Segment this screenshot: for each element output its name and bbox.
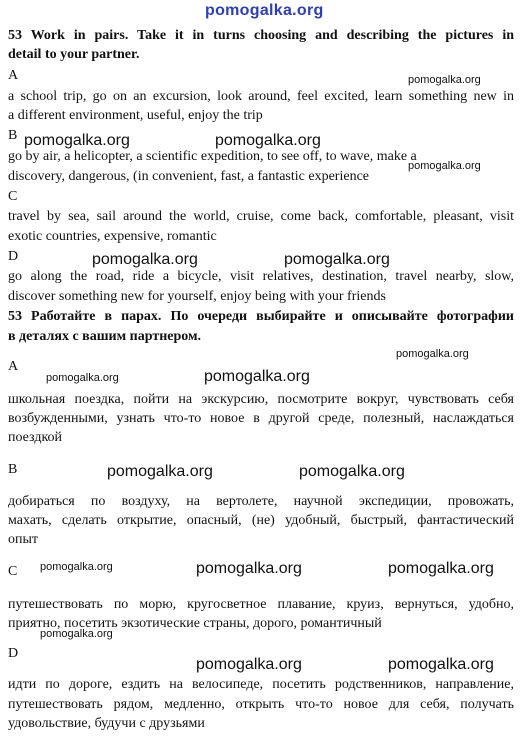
section-text-ru-b-line3: опыт (8, 532, 39, 547)
section-letter-en-b: B (8, 128, 18, 143)
watermark-large: pomogalka.org (24, 132, 130, 149)
section-letter-en-d: D (8, 249, 19, 264)
section-letter-ru-b: B (8, 462, 18, 477)
section-text-ru-c-line2: приятно, посетить экзотические страны, дорого, романтичный (8, 616, 382, 631)
watermark-small: pomogalka.org (408, 74, 481, 86)
section-text-en-c-line1: travel by sea, sail around the world, cruise, come back, comfortable, pleasant, visit (8, 209, 514, 224)
section-text-ru-b-line2: махать, сделать открытие, опасный, (не) удобный, быстрый, фантастический (8, 513, 514, 528)
section-text-ru-d-line3: удовольствие, будучи с друзьями (8, 716, 205, 731)
section-text-en-a-line2: a different environment, useful, enjoy the trip (8, 108, 263, 123)
watermark-small: pomogalka.org (40, 561, 113, 573)
section-letter-ru-a: A (8, 359, 19, 374)
section-letter-ru-c: C (8, 564, 18, 579)
section-text-en-d-line2: discover something new for yourself, enjoy being with your friends (8, 289, 386, 304)
watermark-large: pomogalka.org (204, 368, 310, 385)
watermark-large: pomogalka.org (196, 560, 302, 577)
site-watermark-top: pomogalka.org (205, 2, 324, 19)
watermark-small: pomogalka.org (408, 160, 481, 172)
exercise-title-en-line1: 53 Work in pairs. Take it in turns choosing and describing the pictures in (8, 28, 514, 43)
watermark-large: pomogalka.org (215, 132, 321, 149)
exercise-title-en-line2: detail to your partner. (8, 47, 140, 62)
section-text-ru-d-line2: путешествовать рядом, медленно, открыть что-то новое для себя, получать (8, 697, 514, 712)
section-text-ru-b-line1: добираться по воздуху, на вертолете, научной экспедиции, провожать, (8, 494, 514, 509)
section-text-ru-a-line2: возбужденными, узнать что-то новое в другой среде, полезный, наслаждаться (8, 411, 514, 426)
section-letter-ru-d: D (8, 646, 19, 661)
watermark-small: pomogalka.org (40, 628, 113, 640)
section-text-en-a-line1: a school trip, go on an excursion, look around, feel excited, learn something new in (8, 89, 514, 104)
section-text-en-b-line2: discovery, dangerous, (in convenient, fast, a fantastic experience (8, 169, 369, 184)
watermark-small: pomogalka.org (46, 372, 119, 384)
exercise-title-ru-line2: в деталях с вашим партнером. (8, 329, 202, 344)
section-text-en-d-line1: go along the road, ride a bicycle, visit relatives, destination, travel nearby, slow, (8, 269, 514, 284)
section-letter-en-a: A (8, 68, 19, 83)
section-text-en-c-line2: exotic countries, expensive, romantic (8, 229, 217, 244)
section-text-ru-a-line1: школьная поездка, пойти на экскурсию, посмотрите вокруг, чувствовать себя (8, 392, 514, 407)
watermark-large: pomogalka.org (284, 251, 390, 268)
section-text-en-b-line1: go by air, a helicopter, a scientific expedition, to see off, to wave, make a (8, 149, 417, 164)
watermark-large: pomogalka.org (388, 560, 494, 577)
watermark-large: pomogalka.org (388, 656, 494, 673)
section-text-ru-d-line1: идти по дороге, ездить на велосипеде, посетить родственников, направление, (8, 677, 514, 692)
watermark-large: pomogalka.org (196, 656, 302, 673)
watermark-large: pomogalka.org (92, 251, 198, 268)
exercise-title-ru-line1: 53 Работайте в парах. По очереди выбирайте и описывайте фотографии (8, 309, 514, 324)
watermark-large: pomogalka.org (107, 463, 213, 480)
watermark-small: pomogalka.org (396, 348, 469, 360)
section-text-ru-c-line1: путешествовать по морю, кругосветное плавание, круиз, вернуться, удобно, (8, 597, 514, 612)
watermark-large: pomogalka.org (299, 463, 405, 480)
section-text-ru-a-line3: поездкой (8, 430, 63, 445)
section-letter-en-c: C (8, 189, 18, 204)
